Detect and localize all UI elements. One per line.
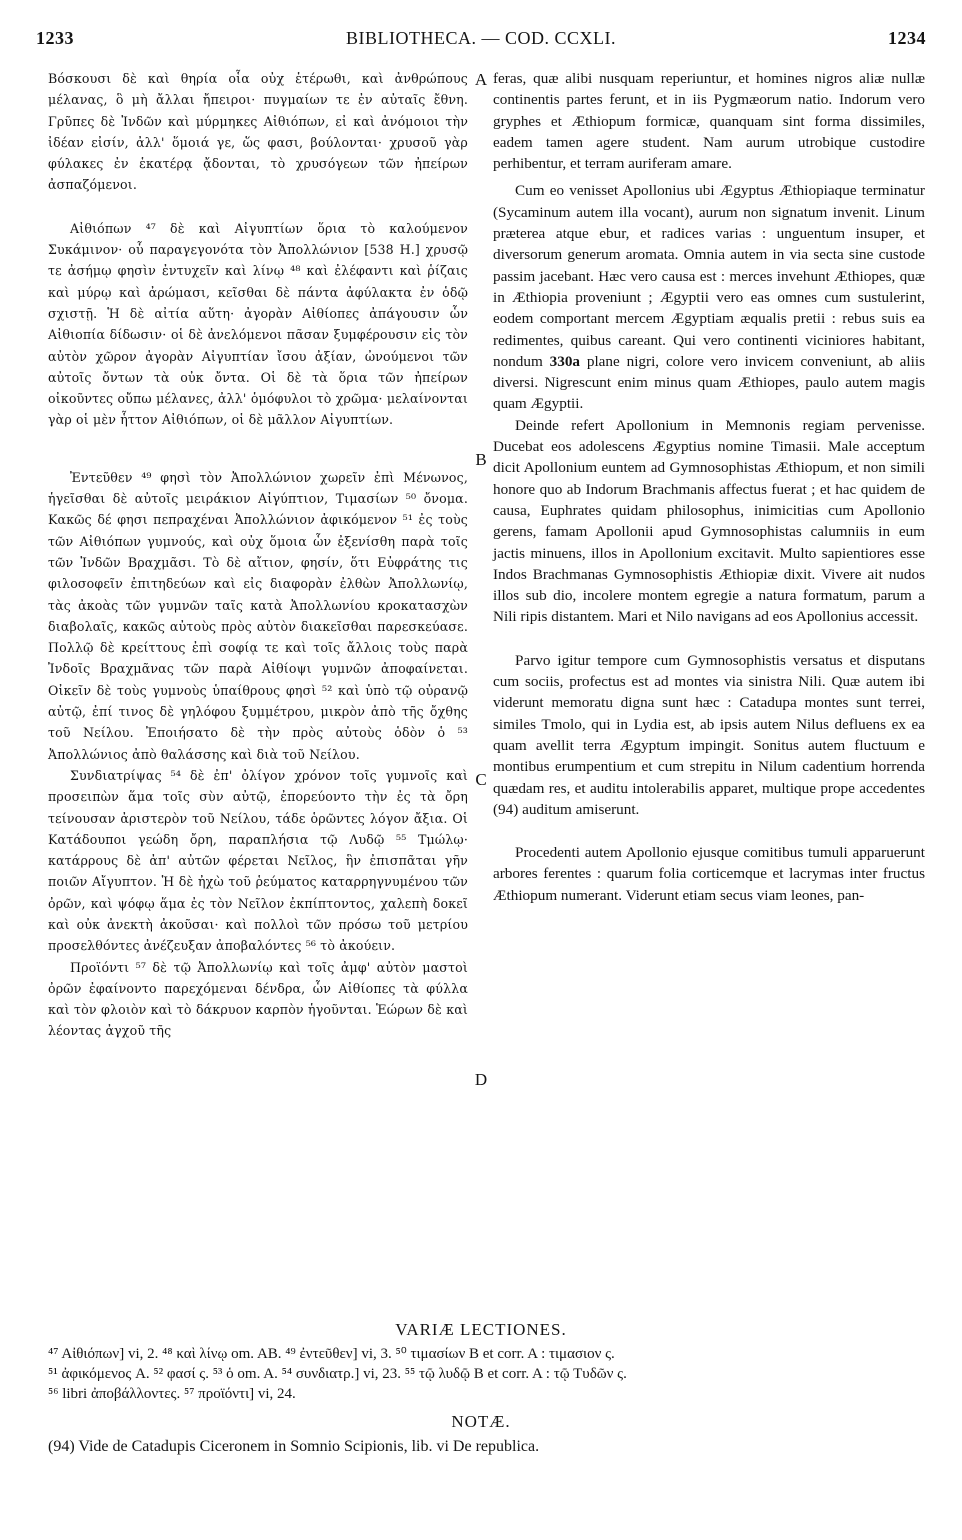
latin-paragraph xyxy=(493,180,925,414)
margin-letter-a: A xyxy=(474,70,488,89)
page-number-left: 1233 xyxy=(36,28,74,48)
page-number-right: 1234 xyxy=(888,28,926,48)
notae-title: NOTÆ. xyxy=(451,1412,511,1431)
note-line: (94) Vide de Catadupis Ciceronem in Somnio Scipionis, lib. vi De republica. xyxy=(48,1438,540,1455)
latin-paragraph: Deinde refert Apollonium in Memnonis regiam pervenisse. Ducebat eos adolescens Ægyptius nomine Timasii. Male acceptum dicit Apollonium euntem ad Gymnosophistas Æthiopum, et non simili honore quo ab Indorum Brachmanis affectus fuerat ; et hac quidem de causa, Euphrates quidam philosophus, inimicitias cum Apollonio gerens, famam Apollonii apud Gymnosophistas calumniis in eum jactis minuens, illos in Apollonium excitavit. Multo sapientiores esse Indos Brachmanas Gymnosophistis Æthiopiæ dixit. Vivere ait nudos illos sub dio, incolere montem egregie a natura formatum, parum a Nili ripis distantem. Mari et Nilo navigans ad eos Apollonius accessit. xyxy=(493,416,925,626)
greek-paragraph: Ἐντεῦθεν ⁴⁹ φησὶ τὸν Ἀπολλώνιον χωρεῖν ἐπὶ Μένωνος, ἡγεῖσθαι δὲ αὐτοῖς μειράκιον Αἰγύπτιον, Τιμασίων ⁵⁰ ὄνομα. Κακῶς δέ φησι πεπραχέναι Ἀπολλώνιον ἀφικόμενον ⁵¹ ἐς τοὺς τῶν Αἰθιόπων γυμνούς, καὶ οὐχ ὅμοια ὧν ἐξενίσθη παρὰ τοῖς τῶν Ἰνδῶν Βραχμᾶσι. Τὸ δὲ αἴτιον, φησίν, ὅτι Εὐφράτης τις φιλοσοφεῖν ἐπιτηδεύων καὶ εἰς διαφορὰν ἐλθὼν Ἀπολλωνίῳ, τὰς ἀκοὰς τῶν γυμνῶν ταῖς κατὰ Ἀπολλωνίου κροκατασχὼν διαβολαῖς, κακῶς αὐτοὺς πρὸς αὐτὸν διακεῖσθαι παρεσκεύασε. Πολλῷ δὲ κρείττους ἐπὶ σοφίᾳ τε καὶ τοῖς ἄλλοις τοὺς παρὰ Ἰνδοῖς Βραχμᾶνας τῶν παρὰ Αἰθίοψι γυμνῶν ἀποφαίνεται. Οἰκεῖν δὲ τοὺς γυμνοὺς ὑπαίθρους φησὶ ⁵² καὶ ὑπὸ τῷ οὐρανῷ αὐτῷ, ἐπί τινος δὲ γηλόφου ξυμμέτρου, μικρὸν ἀπὸ τῆς ὄχθης τοῦ Νείλου. Ἐποιήσατο δὲ τὴν πρὸς αὐτοὺς ὁδὸν ὁ ⁵³ Ἀπολλώνιος ἀπὸ θαλάσσης καὶ διὰ τοῦ Νείλου. xyxy=(48,469,468,762)
latin-paragraph: Procedenti autem Apollonio ejusque comitibus tumuli apparuerunt arbores ferentes : quarum folia corticemque et lacrymas inter fructus Æthiopum numerant. Viderunt etiam secus viam leones, pan- xyxy=(493,844,925,904)
variae-lectiones-title: VARIÆ LECTIONES. xyxy=(395,1320,567,1339)
greek-column xyxy=(48,68,468,1042)
greek-paragraph: Αἰθιόπων ⁴⁷ δὲ καὶ Αἰγυπτίων ὅρια τὸ καλούμενον Συκάμινον· οὗ παραγεγονότα τὸν Ἀπολλώνιον [538 H.] χρυσῷ τε ἀσήμῳ φησὶν ἐντυχεῖν καὶ λίνῳ ⁴⁸ καὶ ἐλέφαντι καὶ ῥίζαις καὶ μύρῳ καὶ ἀρώμασι, κεῖσθαι δὲ πάντα ἀφύλακτα ἐν ὁδῷ σχιστῇ. Ἡ δὲ αἰτία αὕτη· ἀγορὰν Αἰθίοπες ἀπάγουσιν ὧν Αἰθιοπία δίδωσιν· οἱ δὲ ἀνελόμενοι πᾶσαν ξυμφέρουσιν εἰς τὸν αὐτὸν χῶρον ἀγορὰν Αἰγυπτίαν ἴσου ἀξίαν, ὠνούμενοι τῶν αὐτοῖς ὄντων τὰ οὐκ ὄντα. Οἱ δὲ τὰ ὅρια τῶν ἠπείρων οἰκοῦντες οὔπω μέλανες, ἀλλ' ὁμόφυλοι τὸ χρῶμα· μελαίνονται γὰρ οἱ μὲν ἧττον Αἰθιόπων, οἱ δὲ μᾶλλον Αἰγυπτίων. xyxy=(48,220,468,428)
margin-letter-c: C xyxy=(475,770,487,789)
greek-paragraph: Συνδιατρίψας ⁵⁴ δὲ ἐπ' ὀλίγον χρόνον τοῖς γυμνοῖς καὶ προσειπὼν ἅμα τοῖς σὺν αὐτῷ, ἐπορεύοντο τὴν ἐς τὰ ὄρη τείνουσαν ἀριστερὸν τοῦ Νείλου, τάδε ὁρῶντες λόγον ἄξια. Οἱ Κατάδουποι γεώδη ὄρη, παραπλήσια τῷ Λυδῷ ⁵⁵ Τμώλῳ· κατάρρους δὲ ἀπ' αὐτῶν φέρεται Νεῖλος, ἣν ἐπισπᾶται γῆν ποιῶν Αἴγυπτον. Ἡ δὲ ἠχὼ τοῦ ῥεύματος καταρρηγνυμένου τῶν ὀρῶν, καὶ ψόφῳ ἅμα ἐς τὸν Νεῖλον ἐκπίπτοντος, χαλεπὴ δοκεῖ καὶ οὐκ ἀνεκτὴ ἀκοῦσαι· καὶ πολλοὶ τῶν πρόσω τοῦ μετρίου προσελθόντες ἀνέζευξαν ἀποβαλόντες ⁵⁶ τὸ ἀκούειν. xyxy=(48,767,468,954)
column-marker: 330a xyxy=(549,352,581,370)
margin-letter-b: B xyxy=(475,450,487,469)
variant-reading-line: ⁴⁷ Αἰθιόπων] vi, 2. ⁴⁸ καὶ λίνῳ om. AB. ⁴⁹ ἐντεῦθεν] vi, 3. ⁵⁰ τιμασίων B et corr. A : τιμασιον ς. xyxy=(48,1346,615,1362)
running-header xyxy=(36,28,926,52)
variant-reading-line: ⁵¹ ἀφικόμενος A. ⁵² φασί ς. ⁵³ ὁ om. A. ⁵⁴ συνδιατρ.] vi, 23. ⁵⁵ τῷ λυδῷ B et corr. A : τῷ Τυδῶν ς. xyxy=(48,1366,627,1382)
running-title: BIBLIOTHECA. — COD. CCXLI. xyxy=(346,28,616,48)
latin-paragraph: feras, quæ alibi nusquam reperiuntur, et homines nigros aliæ nullæ continentis partes ferunt, et in iis Pygmæorum natio. Indorum vero gryphes et Æthiopum formicæ, quanquam sint forma dissimiles, eadem tamen agere student. Nam aurum utrobique custodire perhibentur, et terram auriferam amare. xyxy=(493,70,925,173)
greek-paragraph: Βόσκουσι δὲ καὶ θηρία οἷα οὐχ ἑτέρωθι, καὶ ἀνθρώπους μέλανας, ὃ μὴ ἄλλαι ἤπειροι· πυγμαίων τε ἐν αὐταῖς ἔθνη. Γρῦπες δὲ Ἰνδῶν καὶ μύρμηκες Αἰθιόπων, εἰ καὶ ἀνόμοιοι τὴν ἰδέαν εἰσίν, ἀλλ' ὅμοιά γε, ὥς φασι, βούλονται· χρυσοῦ γὰρ φύλακες ἐν ἑκατέρᾳ ᾄδονται, τὸ χρυσόγεων τῶν ἠπείρων ἀσπαζόμενοι. xyxy=(48,71,468,193)
variae-lectiones xyxy=(48,1344,922,1404)
margin-letter-d: D xyxy=(474,1070,488,1089)
latin-text: plane nigri, colore vero invicem conveniunt, ab aliis diversi. Nigrescunt enim minus quam Æthiopes, paulo autem magis quam Ægyptii. xyxy=(493,352,925,413)
variant-reading-line: ⁵⁶ libri ἀποβάλλοντες. ⁵⁷ προϊόντι] vi, 24. xyxy=(48,1386,296,1402)
latin-paragraph: Parvo igitur tempore cum Gymnosophistis versatus et disputans cum sociis, profectus est ad montes via sinistra Nili. Quæ autem ibi viderunt memoratu digna sunt hæc : Catadupa montes sunt terrei, similes Tmolo, qui in Lydia est, ab ipsis autem Nilus defluens ex ea quam avellit terra Ægyptum impingit. Sonitus autem fluctuum e montibus erumpentium et cum strepitu in Nilum cadentium horrenda quædam res, et auditu intolerabilis apparet, multique prope accedentes (94) auditum amiserunt. xyxy=(493,651,925,818)
greek-paragraph: Προϊόντι ⁵⁷ δὲ τῷ Ἀπολλωνίῳ καὶ τοῖς ἀμφ' αὐτὸν μαστοὶ ὀρῶν ἐφαίνοντο παρεχόμεναι δένδρα, ὧν Αἰθίοπες τὰ φύλλα καὶ τὸν φλοιὸν καὶ τὸ δάκρυον καρπὸν ἡγοῦνται. Ἑώρων δὲ καὶ λέοντας ἀγχοῦ τῆς xyxy=(48,959,468,1039)
latin-column xyxy=(493,68,925,906)
latin-text: Cum eo venisset Apollonius ubi Ægyptus Æthiopiaque terminatur (Sycaminum autem illa vocant), aurum non signatum invenit. Linum præterea atque ebur, et radices varias : unguentum insuper, et diversorum generum aromata. Omnia autem in via secta sine custode passim jacebant. Hæc vero causa est : merces invehunt Æthiopes, quæ in Æthiopia proveniunt ; Ægyptii vero eas omnes cum sustulerint, eodem comportant mercem Ægyptiam æqualis pretii : rebus suis ea redimentes, quibus careant. Qui vero continenti viciniores habitant, nondum xyxy=(493,182,925,370)
notae xyxy=(48,1436,922,1458)
